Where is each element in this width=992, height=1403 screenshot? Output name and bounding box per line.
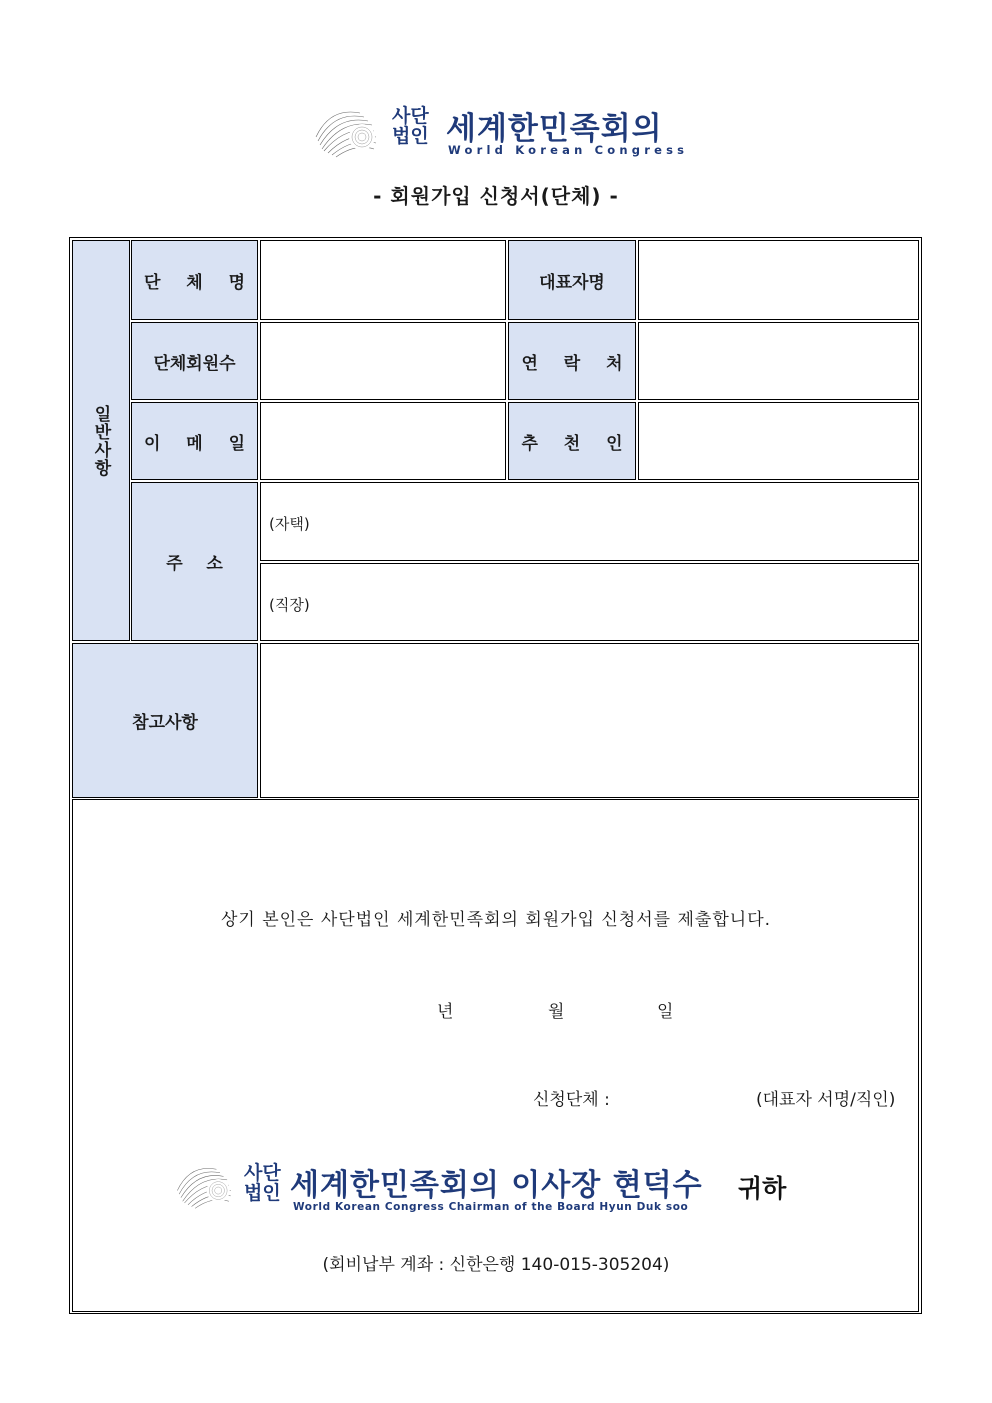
corp-line-1: 사단 bbox=[392, 105, 429, 127]
date-day-label: 일 bbox=[657, 1002, 674, 1022]
corp-line-2: 법인 bbox=[244, 1181, 281, 1204]
member-count-label: 단체회원수 bbox=[131, 322, 258, 400]
contact-field[interactable] bbox=[638, 322, 919, 400]
page-title: - 회원가입 신청서(단체) - bbox=[373, 184, 619, 208]
group-name-field[interactable] bbox=[260, 240, 506, 320]
regards-label: 귀하 bbox=[738, 1174, 787, 1203]
address-label: 주 소 bbox=[131, 482, 258, 641]
recommender-field[interactable] bbox=[638, 402, 919, 480]
signature-note: (대표자 서명/직인) bbox=[756, 1090, 896, 1110]
spiral-seal-icon bbox=[172, 1160, 236, 1214]
representative-field[interactable] bbox=[638, 240, 919, 320]
corp-type-label bbox=[392, 107, 429, 147]
org-name-en: World Korean Congress bbox=[448, 143, 689, 157]
declaration-statement: 상기 본인은 사단법인 세계한민족회의 회원가입 신청서를 제출합니다. bbox=[220, 910, 772, 930]
contact-label: 연 락 처 bbox=[508, 322, 636, 400]
applicant-label: 신청단체 : bbox=[533, 1090, 610, 1110]
group-name-label: 단 체 명 bbox=[131, 240, 258, 320]
application-form bbox=[69, 237, 922, 1314]
address-home-field[interactable] bbox=[260, 482, 919, 561]
declaration-box bbox=[72, 799, 919, 1312]
org-name: 세계한민족회의 bbox=[446, 111, 663, 147]
email-field[interactable] bbox=[260, 402, 506, 480]
notes-field[interactable] bbox=[260, 643, 919, 798]
recommender-label: 추 천 인 bbox=[508, 402, 636, 480]
date-month-label: 월 bbox=[548, 1002, 565, 1022]
notes-label: 참고사항 bbox=[72, 643, 258, 798]
corp-line-1: 사단 bbox=[244, 1162, 281, 1184]
date-year-label: 년 bbox=[437, 1002, 454, 1022]
member-count-field[interactable] bbox=[260, 322, 506, 400]
corp-type-label bbox=[244, 1164, 281, 1204]
section-general-label: 일반사항 bbox=[72, 240, 130, 641]
addressee-title-en: World Korean Congress Chairman of the Board Hyun Duk soo bbox=[293, 1201, 689, 1213]
address-work-label: (직장) bbox=[269, 596, 310, 614]
spiral-seal-icon bbox=[310, 103, 382, 163]
addressee-block bbox=[172, 1160, 812, 1220]
header-logo bbox=[310, 103, 710, 163]
account-info: (회비납부 계좌 : 신한은행 140-015-305204) bbox=[322, 1255, 670, 1275]
corp-line-2: 법인 bbox=[392, 124, 429, 147]
addressee-title: 세계한민족회의 이사장 현덕수 bbox=[290, 1168, 703, 1203]
email-label: 이 메 일 bbox=[131, 402, 258, 480]
representative-label: 대표자명 bbox=[508, 240, 636, 320]
address-home-label: (자택) bbox=[269, 515, 310, 533]
address-work-field[interactable] bbox=[260, 563, 919, 641]
